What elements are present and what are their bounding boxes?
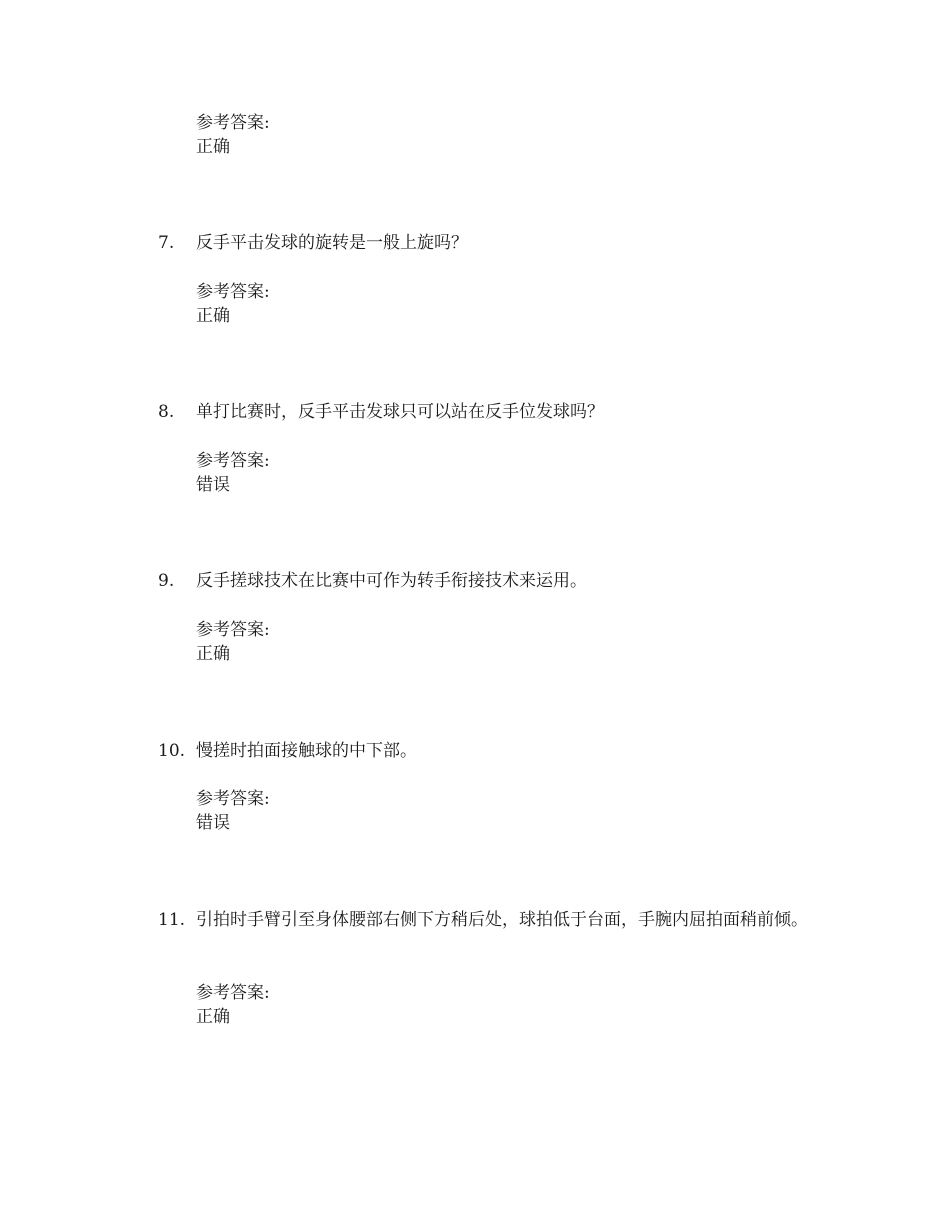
answer-label: 参考答案: — [196, 451, 270, 471]
question-number: 11. — [158, 910, 186, 930]
question-number: 7. — [158, 233, 175, 253]
answer-label: 参考答案: — [196, 620, 270, 640]
answer-block — [196, 111, 270, 159]
answer-value: 正确 — [196, 306, 230, 326]
answer-label: 参考答案: — [196, 282, 270, 302]
answer-label: 参考答案: — [196, 983, 270, 1003]
question-text: 单打比赛时，反手平击发球只可以站在反手位发球吗？ — [196, 402, 604, 422]
answer-value: 正确 — [196, 644, 230, 664]
question-text: 引拍时手臂引至身体腰部右侧下方稍后处，球拍低于台面，手腕内屈拍面稍前倾。 — [196, 910, 808, 930]
question-item — [158, 231, 818, 255]
answer-label: 参考答案: — [196, 113, 270, 133]
answer-value: 错误 — [196, 813, 230, 833]
question-text: 反手搓球技术在比赛中可作为转手衔接技术来运用。 — [196, 571, 587, 591]
answer-block — [196, 981, 270, 1029]
question-item — [158, 569, 818, 593]
question-text: 反手平击发球的旋转是一般上旋吗？ — [196, 233, 468, 253]
question-text: 慢搓时拍面接触球的中下部。 — [196, 741, 417, 761]
question-number: 10. — [158, 741, 186, 761]
answer-block — [196, 787, 270, 835]
question-number: 8. — [158, 402, 175, 422]
question-item — [158, 908, 818, 932]
answer-block — [196, 449, 270, 497]
answer-value: 正确 — [196, 1007, 230, 1027]
question-number: 9. — [158, 571, 175, 591]
answer-value: 错误 — [196, 475, 230, 495]
answer-block — [196, 618, 270, 666]
answer-block — [196, 280, 270, 328]
question-item — [158, 739, 818, 763]
answer-label: 参考答案: — [196, 789, 270, 809]
question-item — [158, 400, 818, 424]
answer-value: 正确 — [196, 137, 230, 157]
